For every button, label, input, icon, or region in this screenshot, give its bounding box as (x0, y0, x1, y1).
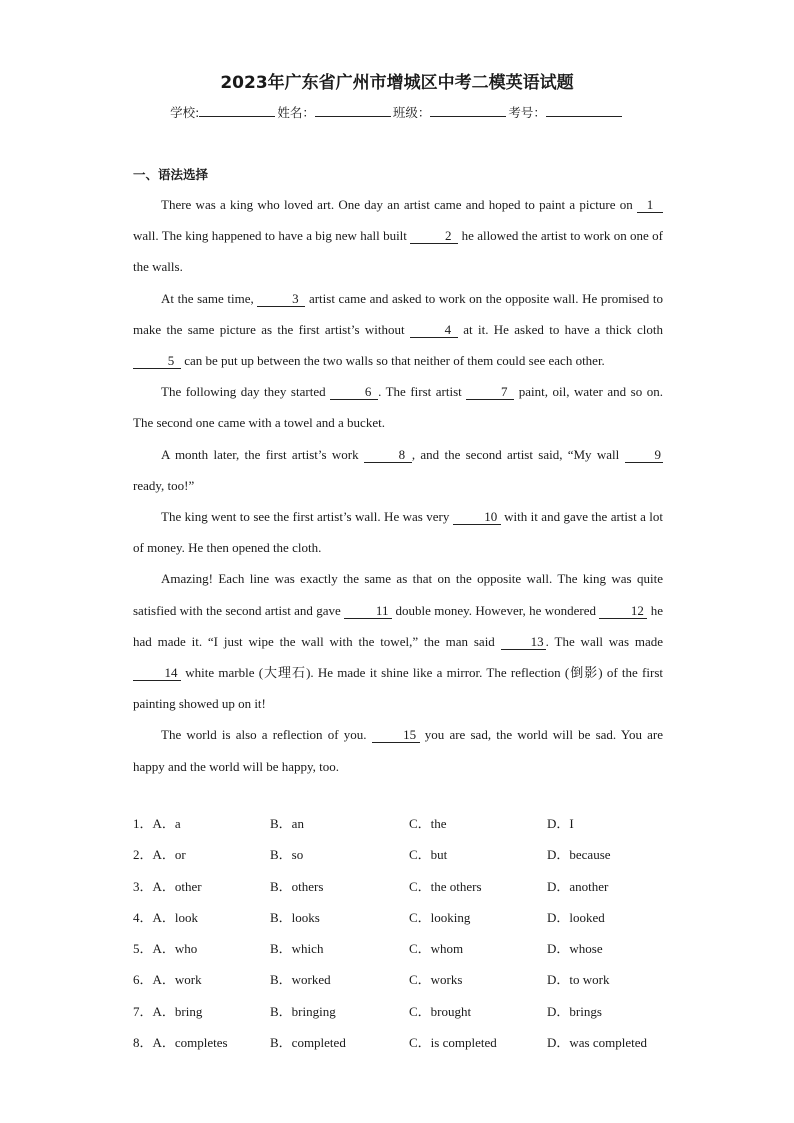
option-b[interactable]: B．completed (270, 1035, 346, 1051)
option-c[interactable]: C．the others (409, 878, 482, 894)
option-a-text: A．work (152, 972, 202, 988)
paragraph-5 (133, 501, 663, 563)
id-field[interactable] (546, 104, 622, 117)
cloze-passage (133, 189, 663, 782)
question-number: 8． (133, 1035, 153, 1051)
name-label: 姓名： (277, 105, 315, 120)
paragraph-4 (133, 439, 663, 501)
option-a-text: A．a (152, 816, 181, 831)
blank-6[interactable]: 6 (330, 385, 378, 400)
paragraph-2 (133, 283, 663, 377)
option-a[interactable] (133, 1001, 202, 1020)
option-c[interactable]: C．works (409, 972, 463, 988)
option-c[interactable]: C．brought (409, 1003, 472, 1019)
passage-text: At the same time, (161, 290, 258, 306)
paragraph-3 (133, 376, 663, 438)
blank-14[interactable]: 14 (133, 666, 181, 681)
section-heading: 一、语法选择 (133, 167, 209, 182)
passage-text: There was a king who loved art. One day an artist came and hoped to paint a picture on (161, 197, 637, 212)
option-d[interactable]: D．was completed (547, 1035, 648, 1051)
question-number: 6． (133, 972, 153, 988)
option-c[interactable]: C．whom (409, 941, 464, 957)
option-b[interactable]: B．so (270, 847, 304, 863)
option-b[interactable]: B．an (270, 816, 304, 831)
option-a[interactable] (133, 938, 197, 957)
option-a[interactable] (133, 844, 186, 863)
paragraph-7 (133, 719, 663, 781)
passage-text: ready, too!” (133, 477, 195, 493)
passage-text: double money. However, he wondered (392, 602, 600, 618)
passage-text: you are sad, the world will be sad. You are happy and the world will be happy, too. (133, 727, 663, 774)
blank-2[interactable]: 2 (410, 229, 458, 244)
passage-text: The king went to see the first artist’s wall. He was very (161, 509, 453, 525)
passage-text: he allowed the artist to work on one of the walls. (133, 228, 663, 275)
passage-text: . The wall was made (545, 633, 663, 649)
passage-text: at it. He asked to have a thick cloth (457, 321, 663, 337)
passage-text: The following day they started (161, 384, 331, 400)
passage-text: . The first artist (378, 384, 467, 400)
option-a-text: A．other (152, 878, 202, 894)
option-c[interactable]: C．but (409, 847, 448, 863)
passage-text: The world is also a reflection of you. (161, 727, 372, 743)
blank-15[interactable]: 15 (372, 728, 420, 743)
option-b[interactable]: B．others (270, 878, 324, 894)
option-b[interactable]: B．worked (270, 972, 331, 988)
option-a-text: A．completes (152, 1035, 228, 1051)
paragraph-1 (133, 189, 663, 283)
blank-13[interactable]: 13 (501, 635, 546, 650)
option-b[interactable]: B．which (270, 941, 324, 957)
paragraph-6 (133, 563, 663, 719)
passage-text: paint, oil, water and so on. The second one came with a towel and a bucket. (133, 384, 663, 431)
passage-text: , and the second artist said, “My wall (411, 446, 625, 462)
option-d[interactable]: D．to work (547, 972, 610, 988)
option-d[interactable]: D．whose (547, 941, 603, 957)
option-d[interactable]: D．I (547, 816, 574, 831)
question-row (133, 813, 693, 844)
class-label: 班级： (392, 105, 431, 120)
option-a-text: A．look (152, 909, 199, 925)
blank-5[interactable]: 5 (133, 354, 181, 369)
option-d[interactable]: D．looked (547, 909, 605, 925)
option-d[interactable]: D．another (547, 878, 609, 894)
option-a-text: A．bring (152, 1003, 203, 1019)
blank-3[interactable]: 3 (257, 292, 305, 307)
question-number: 7． (133, 1003, 153, 1019)
option-c[interactable]: C．is completed (409, 1035, 497, 1051)
blank-7[interactable]: 7 (466, 385, 514, 400)
question-number: 3． (133, 878, 153, 894)
question-row (133, 844, 693, 875)
blank-10[interactable]: 10 (453, 510, 501, 525)
option-d[interactable]: D．because (547, 847, 611, 863)
option-a[interactable] (133, 969, 202, 988)
passage-text: white marble (大理石). He made it shine like a mirror. The reflection (倒影) of the first painting showed up on it! (133, 665, 663, 712)
question-number: 2． (133, 847, 153, 863)
question-row (133, 1032, 693, 1063)
passage-text: wall. The king happened to have a big new hall built (133, 228, 411, 244)
school-label: 学校: (170, 105, 200, 120)
option-d[interactable]: D．brings (547, 1003, 602, 1019)
passage-text: A month later, the first artist’s work (161, 446, 364, 462)
option-c[interactable]: C．the (409, 816, 447, 831)
option-a-text: A．who (152, 941, 198, 957)
student-info-line (0, 103, 794, 121)
question-number: 4． (133, 909, 153, 925)
option-b[interactable]: B．bringing (270, 1003, 336, 1019)
exam-title: 2023年广东省广州市增城区中考二模英语试题 (220, 73, 574, 93)
option-b[interactable]: B．looks (270, 909, 320, 925)
blank-12[interactable]: 12 (599, 604, 647, 619)
passage-text: artist came and asked to work on the opposite wall. He promised to make the same picture as the first artist’s without (133, 290, 663, 337)
option-a[interactable] (133, 1032, 228, 1051)
blank-9[interactable]: 9 (625, 448, 664, 463)
passage-text: he had made it. “I just wipe the wall with the towel,” the man said (133, 602, 663, 649)
class-field[interactable] (430, 104, 506, 117)
option-c[interactable]: C．looking (409, 909, 471, 925)
school-field[interactable] (199, 104, 275, 117)
option-a[interactable] (133, 813, 181, 832)
answer-options (133, 813, 693, 1063)
passage-text: Amazing! Each line was exactly the same as that on the opposite wall. The king was quite satisfied with the second artist and gave (133, 571, 663, 618)
blank-8[interactable]: 8 (364, 448, 412, 463)
passage-text: with it and gave the artist a lot of money. He then opened the cloth. (133, 509, 663, 556)
option-a[interactable] (133, 907, 198, 926)
option-a[interactable] (133, 876, 202, 895)
name-field[interactable] (315, 104, 391, 117)
question-row (133, 938, 693, 969)
question-number: 5． (133, 941, 153, 957)
question-row (133, 907, 693, 938)
passage-text: can be put up between the two walls so that neither of them could see each other. (181, 353, 605, 369)
blank-11[interactable]: 11 (344, 604, 392, 619)
blank-1[interactable]: 1 (637, 198, 663, 213)
id-label: 考号： (508, 105, 546, 120)
question-row (133, 969, 693, 1000)
question-row (133, 876, 693, 907)
question-row (133, 1001, 693, 1032)
option-a-text: A．or (152, 847, 186, 863)
blank-4[interactable]: 4 (410, 323, 458, 338)
question-number: 1． (133, 816, 153, 831)
